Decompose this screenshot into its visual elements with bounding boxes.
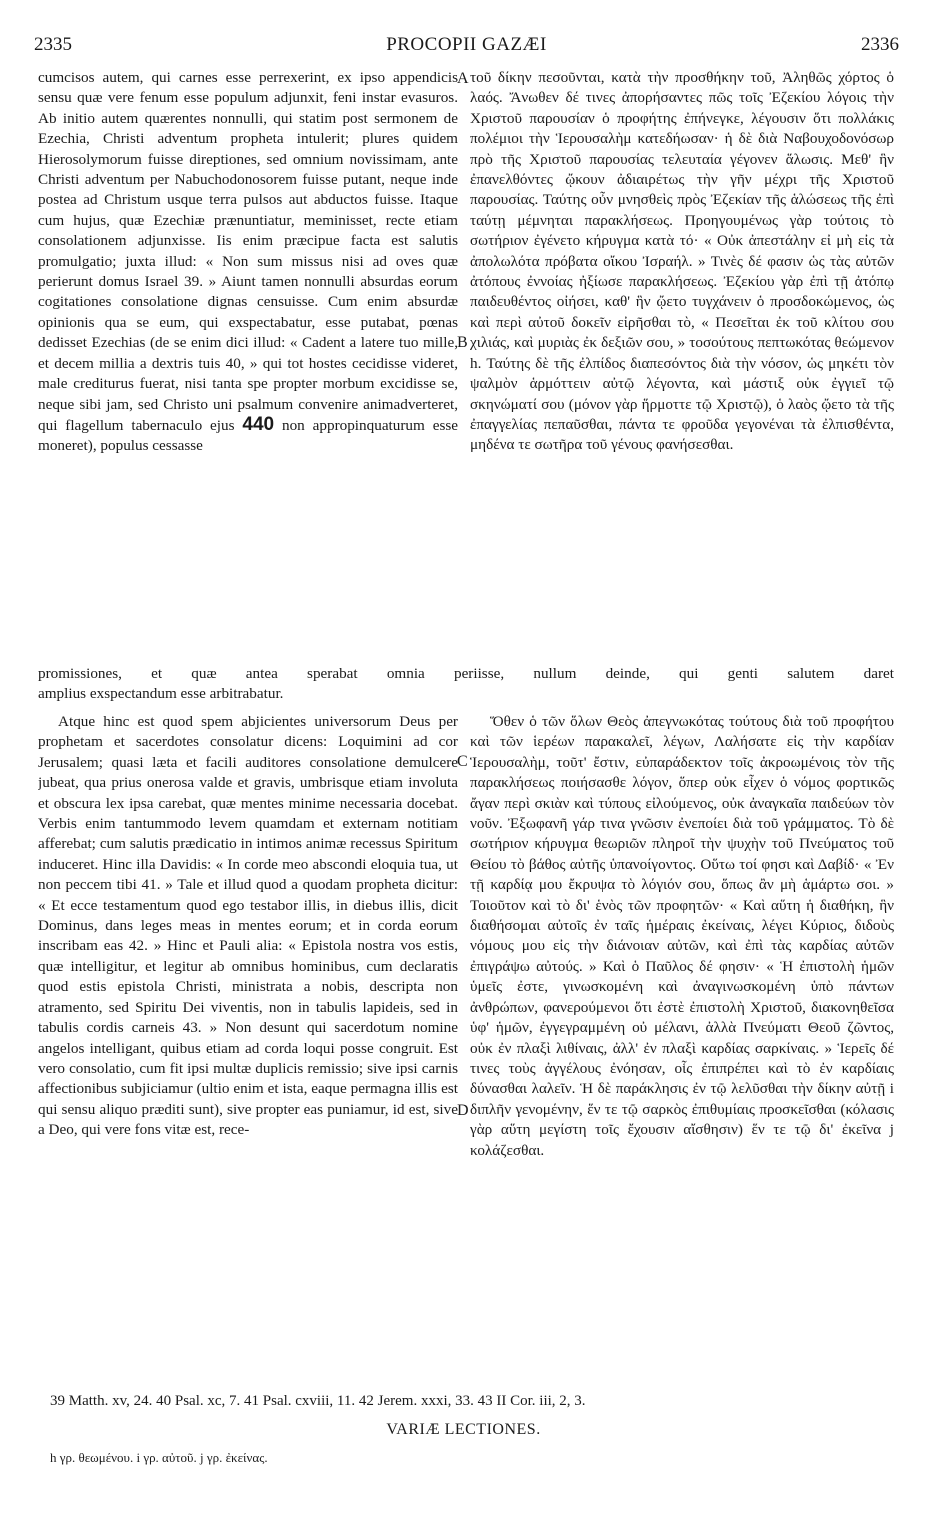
right-page-number: 2336 xyxy=(861,34,899,55)
marker-b: B xyxy=(457,334,468,351)
latin-column-top xyxy=(38,68,458,662)
span-line-1: promissiones, et quæ antea sperabat omnia periisse, nullum deinde, qui genti salutem daret xyxy=(38,665,894,682)
greek-column-top xyxy=(470,68,894,662)
left-page-number: 2335 xyxy=(34,34,72,55)
marker-c: C xyxy=(457,753,468,770)
variae-lectiones-notes: h γρ. θεωμένου. i γρ. αὐτοῦ. j γρ. ἐκείνας. xyxy=(50,1450,268,1465)
page-header xyxy=(34,34,899,64)
latin-text-top: cumcisos autem, qui carnes esse perrexerint, ex ipso appendicis sensu quæ vere fenum esse populum adjunxit, feni instar evasuros. Ab initio autem quærentes nonnulli, qui statim post sermonem de Ezechia, Christi adventum propheta intulerit; plures quidem Hierosolymorum fuisse direptiones, sed omnium novissimam, ante Christi adventum per Nabuchodonosorem fuisse putant, neque inde postea ad Christum usque terra pulsos aut abductos fuisse. Itaque cum hujus, quæ Ezechiæ prænuntiatur, meminisset, recte etiam consolationem adjunxisse. Iis enim præcipue facta est salutis promulgatio; juxta illud: « Non sum missus nisi ad oves quæ perierunt domus Israel 39. » Aiunt tamen nonnulli absurdas eorum cogitationes consolatione dignas censuisse. Cum enim absurdæ opinionis qua se eum, qui exspectabatur, esse putabat, pœnas dedisset Ezechias (de se enim dici illud: « Cadent a latere tuo mille, et decem millia a dextris tuis 40, » qui tot hostes cecidisse videret, male crediturus fuerat, nisi tanta spe propter morbum excidisse se, neque sibi jam, sed Christo uni psalmum convenire animadverteret, qui flagellum tabernaculo ejus xyxy=(38,69,458,434)
greek-column-bottom xyxy=(470,712,894,1382)
latin-text-top-end: non appropinquaturum esse moneret), populus cessasse xyxy=(38,416,458,455)
latin-text-bottom: Atque hinc est quod spem abjicientes universorum Deus per prophetam et sacerdotes consolatur dicens: Loquimini ad cor Jerusalem; quasi læta et facili auditores consolatione demulcere jubeat, qua prius onerosa valde et gravis, umbrisque etiam involuta et obscura lex ipsa carebat, quæ mentes minime necessaria docebat. Verbis enim tantummodo levem quamdam et externam notitiam afferebat; cum salutis prædicatio in intimos animæ recessus Spiritum induceret. Hinc illa Davidis: « In corde meo abscondi eloquia tua, ut non peccem tibi 41. » Tale et illud quod a quodam propheta dicitur: « Et ecce testamentum quod ego testabor illis, in diebus illis, dicit Dominus, dans leges meas in mentes eorum; et in corda eorum inscribam eas 42. » Hinc et Pauli alia: « Epistola nostra vos estis, quæ intelligitur, et legitur ab omnibus hominibus, cum declaratis quod estis epistola Christi, ministrata a nobis, descripta non atramento, sed Spiritu Dei viventis, non in tabulis lapideis, sed in tabulis cordis carneis 43. » Non desunt qui sacerdotum nomine angelos intelligant, quibus etiam ad corda loqui posse congruit. Est vero consolatio, cum fit ipsi multæ duplicis remissio; sive ipsi carnis affectionibus subjiciamur (ultio enim et ista, eaque permagna illis est qui sensu aliquo præditi sunt), sive propter eas puniamur, id est, sive a Deo, qui vere fons vitæ est, rece- xyxy=(38,713,458,1139)
greek-text-top: τοῦ δίκην πεσοῦνται, κατὰ τὴν προσθήκην τοῦ, Ἀληθῶς χόρτος ὁ λαός. Ἄνωθεν δέ τινες ἀπορήσαντες πῶς τοῖς Ἐζεκίου λόγοις τὴν Χριστοῦ παρουσίαν ὁ προφήτης ἐπήνεγκε, λέγουσιν ὅτι πολλάκις πολέμιοι τὴν Ἱερουσαλὴμ κατεδήωσαν· ἡ δὲ διὰ Ναβουχοδονόσωρ πρὸ τῆς Χριστοῦ παρουσίας τελευταία γέγονεν ἅλωσις. Μεθ' ἣν ἐπανελθόντες ᾤκουν ἀδιαιρέτως τὴν γῆν μέχρι τῆς Χριστοῦ παρουσίας. Ταύτης οὖν μνησθεὶς πρὸς Ἐζεκίαν τῆς ἁλώσεως τῆς ἐπὶ ταύτῃ μέμνηται παρακλήσεως. Προηγουμένως γὰρ τούτοις τὸ σωτήριον ἐγένετο κήρυγμα κατὰ τό· « Οὐκ ἀπεστάλην εἰ μὴ εἰς τὰ ἀπολωλότα πρόβατα οἴκου Ἰσραήλ. » Τινὲς δέ φασιν ὡς τὰς αὐτῶν ἀτόπους ἐννοίας ἠξίωσε παρακλήσεως. Ἐζεκίου γὰρ ἐπὶ τῇ ἀτόπῳ παιδευθέντος οἰήσει, καθ' ἣν ᾤετο τυγχάνειν ὁ προσδοκώμενος, ὡς καὶ περὶ αὐτοῦ δοκεῖν εἰρῆσθαι τὸ, « Πεσεῖται ἐκ τοῦ κλίτου σου χιλιάς, καὶ μυριὰς ἐκ δεξιῶν σου, » τοσούτους πεπτωκότας θεώμενον h. Ταύτης δὲ τῆς ἐλπίδος διαπεσόντος διὰ τὴν νόσον, ὡς μηκέτι τὸν ψαλμὸν ἁρμόττειν αὐτῷ λέγοντα, καὶ μάστιξ οὐκ ἐγγιεῖ τῷ σκηνώματί σου (μόνον γὰρ ἥρμοττε τῷ Χριστῷ), ὁ λαὸς ᾤετο τὰ τῆς ἐπαγγελίας πεπαῦσθαι, πάντα τε φροῦδα γεγονέναι τὰ ἐλπισθέντα, μηδένα τε σωτῆρα τοῦ γένους φανήσεσθαι. xyxy=(470,69,894,454)
page-marker: 440 xyxy=(242,413,275,435)
spanning-lines xyxy=(38,664,894,705)
greek-text-bottom: Ὅθεν ὁ τῶν ὅλων Θεὸς ἀπεγνωκότας τούτους διὰ τοῦ προφήτου καὶ τῶν ἱερέων παρακαλεῖ, λέγων, Λαλήσατε εἰς τὴν καρδίαν Ἱερουσαλὴμ, τοῦτ' ἔστιν, εὐπαράδεκτον τοῖς ἀκροωμένοις τὸν τῆς παρακλήσεως ποιήσασθε λόγον, ὅπερ οὐκ εἶχεν ὁ νόμος φορτικῶς ἄγαν περὶ σκιὰν καὶ τύπους εἰλούμενος, οὐκ ἀναγκαῖα παιδεύων τὸν νοῦν. Ἐξωφανῆ γάρ τινα γνῶσιν ἐνεποίει διὰ τοῦ γράμματος. Τὸ δὲ σωτήριον κήρυγμα θεωριῶν πληροῖ τὴν ψυχὴν τοῦ Πνεύματος τοῦ Θείου τὸ βάθος αὐτῆς ὑπανοίγοντος. Οὕτω τοί φησι καὶ Δαβίδ· « Ἐν τῇ καρδίᾳ μου ἔκρυψα τὸ λόγιόν σου, ὅπως ἂν μὴ ἁμάρτω σοι. » Τοιοῦτον καὶ τὸ δι' ἑνὸς τῶν προφητῶν· « Καὶ αὕτη ἡ διαθήκη, ἣν διαθήσομαι αὐτοῖς ἐν ταῖς ἡμέραις ἐκείναις, λέγει Κύριος, διδοὺς νόμους μου εἰς τὴν διάνοιαν αὐτῶν, καὶ ἐπὶ τὰς καρδίας αὐτῶν ἐπιγράψω αὐτούς. » Καὶ ὁ Παῦλος δέ φησιν· « Ἡ ἐπιστολὴ ἡμῶν ὑμεῖς ἐστε, γινωσκομένη καὶ ἀναγινωσκομένη ὑπὸ πάντων ἀνθρώπων, φανερούμενοι ὅτι ἐστὲ ἐπιστολὴ Χριστοῦ, διακονηθεῖσα ὑφ' ἡμῶν, ἐγγεγραμμένη οὐ μέλανι, ἀλλὰ Πνεύματι Θεοῦ ζῶντος, οὐκ ἐν πλαξὶ λιθίναις, ἀλλ' ἐν πλαξὶ καρδίας σαρκίναις. » Ἱερεῖς δέ τινες τοὺς ἀγγέλους ἐνόησαν, οἷς ἐπιπρέπει καὶ τὸ ἐν καρδίαις δύνασθαι λαλεῖν. Ἡ δὲ παράκλησις ἐν τῷ λελῦσθαι τὴν δίκην αὐτῇ i διπλῆν γενομένην, ἕν τε τῷ σαρκὸς ἐπιθυμίαις προσκεῖσθαι (κόλασις γὰρ αὕτη μεγίστη τοῖς ἔχουσιν αἴσθησιν) ἕν τε τῷ δι' ἐκεῖνα j κολάζεσθαι. xyxy=(470,713,894,1159)
span-line-2: amplius exspectandum esse arbitrabatur. xyxy=(38,685,284,703)
running-title: PROCOPII GAZÆI xyxy=(386,34,547,55)
footnotes: 39 Matth. xv, 24. 40 Psal. xc, 7. 41 Psal. cxviii, 11. 42 Jerem. xxxi, 33. 43 II Cor. iii, 2, 3. xyxy=(50,1393,586,1409)
latin-column-bottom xyxy=(38,712,458,1382)
variae-lectiones-title: VARIÆ LECTIONES. xyxy=(386,1421,541,1438)
marker-d: D xyxy=(457,1102,469,1119)
marker-a: A xyxy=(457,70,469,87)
